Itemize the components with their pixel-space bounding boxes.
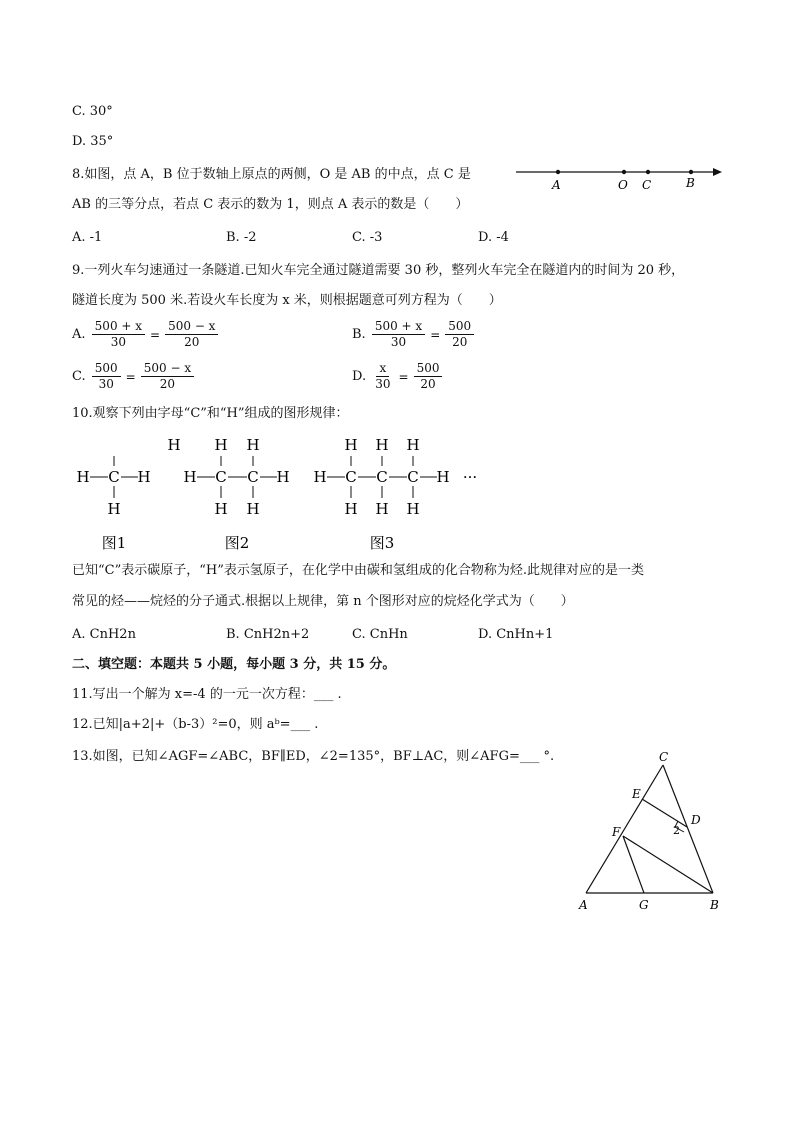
svg-text:H: H [137, 468, 151, 486]
alkane-structures-figure [66, 428, 496, 558]
svg-text:H: H [246, 500, 260, 518]
svg-text:C: C [108, 468, 120, 486]
label-c: C [659, 750, 669, 764]
svg-text:C: C [407, 468, 419, 486]
svg-text:H: H [344, 436, 358, 454]
label-2: 2 [673, 824, 680, 837]
q10-option-d: D. CnHn+1 [478, 627, 554, 642]
number-line-figure [510, 160, 730, 196]
q11-text: 11.写出一个解为 x=-4 的一元一次方程：___ . [72, 687, 342, 702]
q10-title: 10.观察下列由字母“C”和“H”组成的图形规律： [72, 406, 349, 421]
q9-option-d: D. $\frac{x}{30}$ = $\frac{500}{20}$ [352, 361, 444, 392]
svg-text:C: C [376, 468, 388, 486]
axis-label-a: A [552, 178, 561, 192]
label-e: E [632, 787, 641, 801]
q8-option-c: C. -3 [352, 230, 383, 245]
label-g: G [639, 898, 649, 912]
q9-line-1: 9.一列火车匀速通过一条隧道.已知火车完全通过隧道需要 30 秒，整列火车完全在隧道内的时间为 20 秒， [72, 263, 685, 278]
svg-text:C: C [215, 468, 227, 486]
ellipsis: ··· [462, 468, 478, 486]
q10-line-2: 常见的烃——烷烃的分子通式.根据以上规律，第 n 个图形对应的烷烃化学式为（ ） [72, 594, 574, 609]
caption-fig-2: 图2 [224, 534, 250, 552]
svg-text:H: H [107, 500, 121, 518]
svg-text:H: H [76, 468, 90, 486]
q10-line-1: 已知“C”表示碳原子，“H”表示氢原子，在化学中由碳和氢组成的化合物称为烃.此规律对应的是一类 [72, 563, 645, 578]
svg-text:H: H [406, 436, 420, 454]
q10-option-c: C. CnHn [352, 627, 408, 642]
svg-text:H: H [375, 436, 389, 454]
axis-label-c: C [642, 178, 652, 192]
caption-fig-3: 图3 [369, 534, 395, 552]
caption-fig-1: 图1 [101, 534, 127, 552]
axis-label-o: O [618, 178, 628, 192]
q13-text: 13.如图，已知∠AGF=∠ABC，BF∥ED，∠2=135°，BF⊥AC，则∠AFG=___ °. [72, 749, 555, 764]
triangle-figure [570, 745, 730, 920]
svg-text:H: H [214, 436, 228, 454]
section-2-title: 二、填空题：本题共 5 小题，每小题 3 分，共 15 分。 [72, 657, 396, 672]
q8-line-2: AB 的三等分点，若点 C 表示的数为 1，则点 A 表示的数是（ ） [72, 197, 469, 212]
q10-option-a: A. CnH2n [72, 627, 136, 642]
axis-label-b: B [686, 176, 695, 190]
structure-3 [313, 436, 477, 518]
svg-text:H: H [167, 436, 181, 454]
label-b: B [710, 898, 719, 912]
q8-option-b: B. -2 [226, 230, 257, 245]
q8-line-1: 8.如图，点 A，B 位于数轴上原点的两侧，O 是 AB 的中点，点 C 是 [72, 167, 471, 182]
label-a: A [579, 898, 588, 912]
q7-option-d: D. 35° [72, 134, 114, 149]
structure-1 [76, 436, 180, 518]
q9-option-b: B. $\frac{500 + x}{30}$ = $\frac{500}{20}$ [352, 319, 476, 350]
svg-text:H: H [375, 500, 389, 518]
svg-text:C: C [345, 468, 357, 486]
svg-text:H: H [276, 468, 290, 486]
svg-text:H: H [214, 500, 228, 518]
svg-text:H: H [344, 500, 358, 518]
q9-option-c: C. $\frac{500}{30}$ = $\frac{500 - x}{20}$ [72, 361, 196, 392]
svg-text:C: C [247, 468, 259, 486]
q9-line-2: 隧道长度为 500 米.若设火车长度为 x 米，则根据题意可列方程为（ ） [72, 293, 502, 308]
q12-text: 12.已知|a+2|+（b-3）²=0，则 aᵇ=___ . [72, 717, 319, 732]
svg-text:H: H [406, 500, 420, 518]
structure-2 [183, 436, 289, 518]
q9-option-a: A. $\frac{500 + x}{30}$ = $\frac{500 - x}{20}$ [72, 319, 220, 350]
q8-option-a: A. -1 [72, 230, 103, 245]
q8-option-d: D. -4 [478, 230, 509, 245]
label-f: F [612, 825, 621, 839]
q7-option-c: C. 30° [72, 104, 113, 119]
svg-text:H: H [183, 468, 197, 486]
svg-text:H: H [313, 468, 327, 486]
svg-text:H: H [436, 468, 450, 486]
label-d: D [691, 813, 701, 827]
svg-text:H: H [246, 436, 260, 454]
q10-option-b: B. CnH2n+2 [226, 627, 310, 642]
